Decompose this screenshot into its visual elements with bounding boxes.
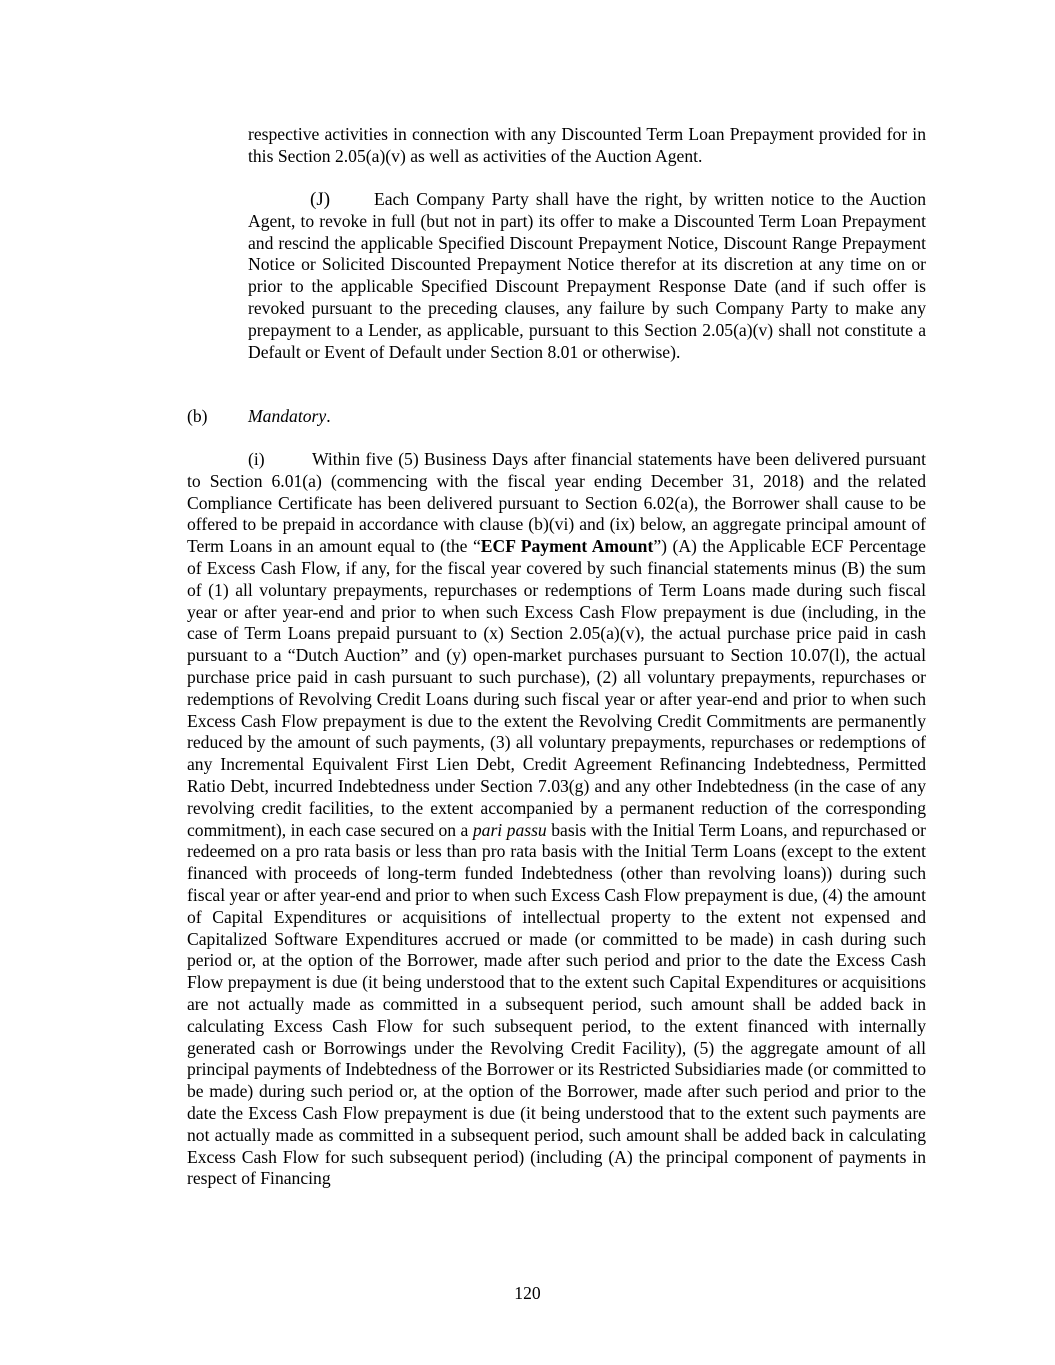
ecf-payment-amount-term: ECF Payment Amount: [480, 536, 654, 557]
section-b-heading: [187, 406, 331, 428]
intro-paragraph: respective activities in connection with any Discounted Term Loan Prepayment provided for in this Section 2.05(a)(v) as well as activities of the Auction Agent.: [248, 124, 926, 166]
clause-i-text-part-1: Within five (5) Business Days after financial statements have been delivered pursuant to Section 6.01(a) (commencing with the fiscal year ending December 31, 2018) and the related Compliance Certificate has been delivered pursuant to Section 6.02(a), the Borrower shall cause to be offered to be prepaid in accordance with clause (b)(vi) and (ix) below, an aggregate principal amount of Term Loans in an amount equal to (the “: [187, 449, 926, 557]
page-number: 120: [514, 1283, 541, 1303]
pari-passu-term: pari passu: [472, 819, 547, 840]
section-b-label: (b): [187, 406, 208, 426]
clause-j-label: (J): [310, 189, 331, 210]
clause-j-paragraph: [248, 189, 926, 363]
section-b-title: Mandatory: [248, 406, 327, 426]
clause-i-paragraph: [187, 449, 926, 1190]
clause-i-label: (i): [248, 449, 265, 469]
clause-i-text-part-3: basis with the Initial Term Loans, and repurchased or redeemed on a pro rata basis or less than pro rata basis with the Initial Term Loans (except to the extent financed with proceeds of long-term funded Indebtedness (other than revolving loans)) during such fiscal year or after year-end and prior to when such Excess Cash Flow prepayment is due, (4) the amount of Capital Expenditures or acquisitions of intellectual property to the extent not expensed and Capitalized Software Expenditures accrued or made (or committed to be made) in cash during such period or, at the option of the Borrower, made after such period and prior to the date the Excess Cash Flow prepayment is due (it being understood that to the extent such Capital Expenditures or acquisitions are not actually made as committed in a subsequent period, such amount shall be added back in calculating Excess Cash Flow for such subsequent period, to the extent financed with internally generated cash or Borrowings under the Revolving Credit Facility), (5) the aggregate amount of all principal payments of Indebtedness of the Borrower or its Restricted Subsidiaries made (or committed to be made) during such period or, at the option of the Borrower, made after such period and prior to the date the Excess Cash Flow prepayment is due (it being understood that to the extent such payments are not actually made as committed in a subsequent period, such amount shall be added back in calculating Excess Cash Flow for such subsequent period) (including (A) the principal component of payments in respect of Financing: [187, 819, 926, 1189]
clause-i-text-part-2: ”) (A) the Applicable ECF Percentage of Excess Cash Flow, if any, for the fiscal year covered by such financial statements minus (B) the sum of (1) all voluntary prepayments, repurchases or redemptions of Term Loans made during such fiscal year or after year-end and prior to when such Excess Cash Flow prepayment is due (including, in the case of Term Loans prepaid pursuant to (x) Section 2.05(a)(v), the actual purchase price paid in cash pursuant to a “Dutch Auction” and (y) open-market purchases pursuant to Section 10.07(l), the actual purchase price paid in cash pursuant to such purchase), (2) all voluntary prepayments, repurchases or redemptions of Revolving Credit Loans during such fiscal year or after year-end and prior to when such Excess Cash Flow prepayment is due to the extent the Revolving Credit Commitments are permanently reduced by the amount of such payments, (3) all voluntary prepayments, repurchases or redemptions of any Incremental Equivalent First Lien Debt, Credit Agreement Refinancing Indebtedness, Permitted Ratio Debt, incurred Indebtedness under Section 7.03(g) and any other Indebtedness (in the case of any revolving credit facilities, to the extent accompanied by a permanent reduction of the corresponding commitment), in each case secured on a: [187, 536, 926, 840]
clause-j-text: Each Company Party shall have the right, by written notice to the Auction Agent, to revoke in full (but not in part) its offer to make a Discounted Term Loan Prepayment and rescind the applicable Specified Discount Prepayment Notice, Discount Range Prepayment Notice or Solicited Discounted Prepayment Notice therefor at its discretion at any time on or prior to the applicable Specified Discount Prepayment Response Date (and if such offer is revoked pursuant to the preceding clauses, any failure by such Company Party to make any prepayment to a Lender, as applicable, pursuant to this Section 2.05(a)(v) shall not constitute a Default or Event of Default under Section 8.01 or otherwise).: [248, 189, 926, 362]
section-b-title-suffix: .: [326, 406, 331, 426]
